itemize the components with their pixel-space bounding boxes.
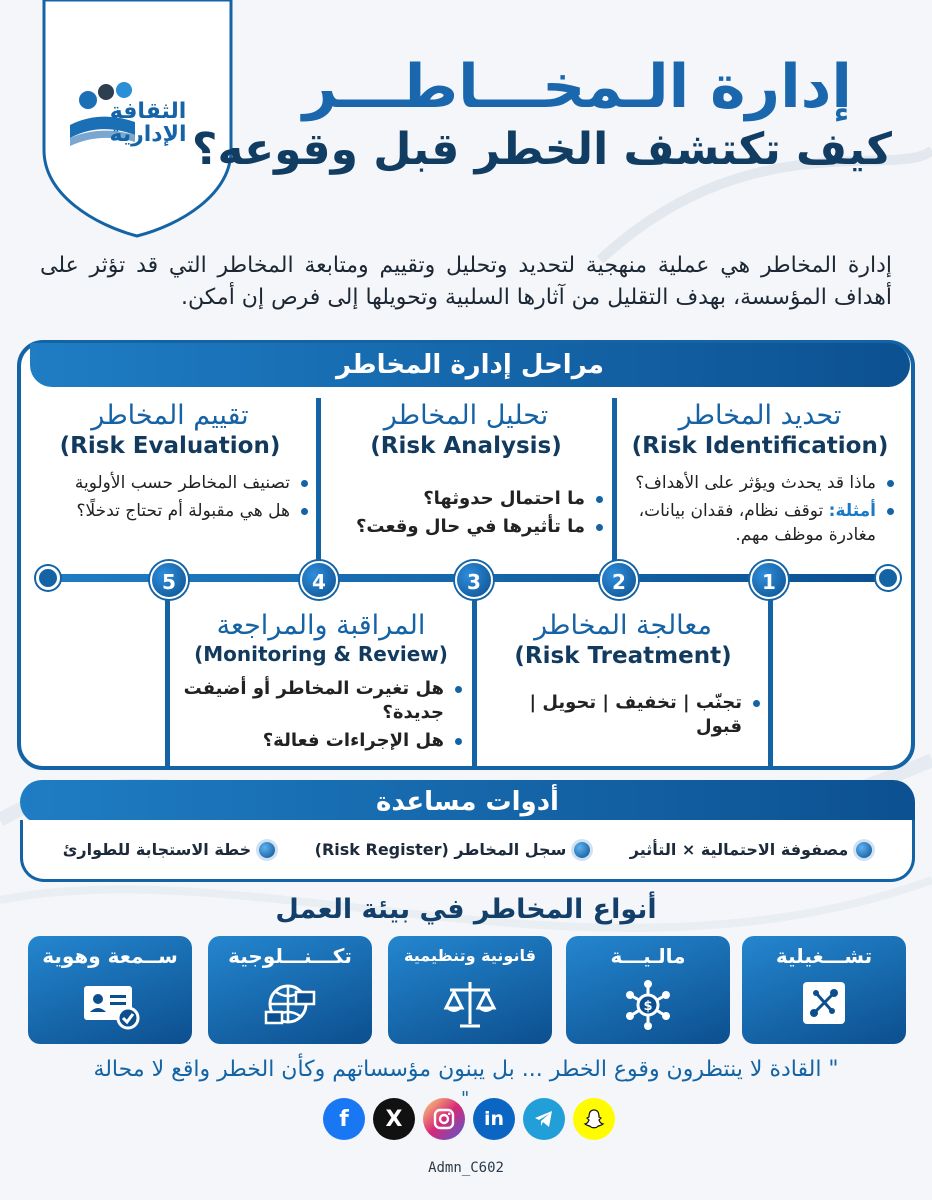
- linkedin-icon[interactable]: in: [473, 1098, 515, 1140]
- account-handle: Admn_C602: [428, 1160, 504, 1176]
- instagram-icon[interactable]: [423, 1098, 465, 1140]
- phase-bullet: هل هي مقبولة أم تحتاج تدخلًا؟: [28, 499, 312, 523]
- tool-item: [315, 840, 591, 859]
- phase-bullet: ماذا قد يحدث ويؤثر على الأهداف؟: [622, 471, 898, 495]
- divider: [612, 398, 617, 576]
- type-card-operational: [742, 936, 906, 1044]
- phase-risk-analysis: [325, 400, 607, 543]
- type-card-financial: [566, 936, 730, 1044]
- logo-line-2: الإدارية: [109, 122, 187, 148]
- type-card-reputation: [28, 936, 192, 1044]
- closing-quote: " القادة لا ينتظرون وقوع الخطر ... بل يبنون مؤسساتهم وكأن الخطر واقع لا محالة: [93, 1057, 839, 1082]
- phase-title-en: (Risk Identification): [631, 433, 889, 460]
- type-card-legal: [388, 936, 552, 1044]
- divider: [165, 580, 170, 766]
- id-card-icon: [80, 978, 140, 1032]
- type-card-technology: [208, 936, 372, 1044]
- logo-line-1: الثقافة: [109, 99, 187, 124]
- tool-label: خطة الاستجابة للطوارئ: [62, 840, 252, 859]
- facebook-icon[interactable]: f: [323, 1098, 365, 1140]
- phase-title-en: (Monitoring & Review): [194, 642, 448, 667]
- snapchat-icon[interactable]: [573, 1098, 615, 1140]
- phase-title: معالجة المخاطر: [534, 610, 712, 641]
- phase-title: تحديد المخاطر: [678, 400, 842, 431]
- bullet-dot-icon: [574, 842, 590, 858]
- phase-bullet: هل تغيرت المخاطر أو أضيفت جديدة؟: [176, 677, 466, 725]
- tool-item: [63, 840, 275, 859]
- phase-bullet: هل الإجراءات فعالة؟: [176, 729, 466, 753]
- logo-wordmark: [93, 100, 203, 146]
- phase-title-en: (Risk Analysis): [370, 433, 562, 460]
- phase-bullet: ما احتمال حدوثها؟: [325, 487, 607, 511]
- phase-risk-evaluation: [28, 400, 312, 527]
- page-title: إدارة الـمخـــاطـــر: [302, 52, 852, 122]
- phase-monitoring-review: [176, 610, 466, 757]
- tools-list: [20, 820, 915, 882]
- timeline-cap: [876, 566, 900, 590]
- tool-item: [630, 840, 872, 859]
- type-label: تكـــنـــلوجية: [228, 944, 352, 968]
- bullet-dot-icon: [856, 842, 872, 858]
- phase-title-en: (Risk Treatment): [514, 643, 732, 670]
- workflow-icon: [799, 978, 849, 1028]
- money-network-icon: [621, 978, 675, 1032]
- tool-label: مصفوفة الاحتمالية × التأثير: [629, 840, 849, 859]
- risk-types-title: أنواع المخاطر في بيئة العمل: [275, 894, 657, 925]
- intro-paragraph: إدارة المخاطر هي عملية منهجية لتحديد وتحليل وتقييم ومتابعة المخاطر التي قد تؤثر على أهداف المؤسسة، بهدف التقليل من آثارها السلبية وتحويلها إلى فرص إن أمكن.: [40, 253, 892, 310]
- phase-title: المراقبة والمراجعة: [216, 610, 426, 641]
- phase-title-en: (Risk Evaluation): [59, 433, 281, 460]
- bullet-dot-icon: [259, 842, 275, 858]
- scales-icon: [442, 978, 498, 1032]
- tool-label: سجل المخاطر (Risk Register): [314, 840, 567, 859]
- phases-banner: مراحل إدارة المخاطر: [30, 343, 910, 387]
- page-subtitle: كيف تكتشف الخطر قبل وقوعه؟: [191, 124, 892, 175]
- tools-banner: أدوات مساعدة: [20, 780, 915, 824]
- divider: [768, 580, 773, 766]
- phase-risk-identification: [622, 400, 898, 551]
- x-icon[interactable]: X: [373, 1098, 415, 1140]
- closing-quote-mark: ": [461, 1088, 470, 1109]
- phase-title: تحليل المخاطر: [383, 400, 549, 431]
- step-number-3: 3: [455, 561, 493, 599]
- divider: [316, 398, 321, 576]
- type-label: مالـيـــة: [610, 944, 686, 968]
- svg-text:$: $: [643, 999, 653, 1014]
- social-links: [323, 1098, 615, 1140]
- phase-risk-treatment: [482, 610, 764, 743]
- type-label: تشـــغيلية: [775, 944, 873, 968]
- phase-bullet: [622, 499, 898, 547]
- telegram-icon[interactable]: [523, 1098, 565, 1140]
- divider: [472, 580, 477, 766]
- examples-label: أمثلة:: [828, 501, 876, 522]
- examples-text: توقف نظام، فقدان بيانات، مغادرة موظف مهم.: [638, 501, 876, 546]
- phase-bullet: تصنيف المخاطر حسب الأولوية: [28, 471, 312, 495]
- phase-bullet: ما تأثيرها في حال وقعت؟: [325, 515, 607, 539]
- step-number-5: 5: [150, 561, 188, 599]
- step-number-4: 4: [300, 561, 338, 599]
- phase-bullet: تجنّب | تخفيف | تحويل | قبول: [482, 691, 764, 739]
- type-label: ســمعة وهوية: [42, 944, 178, 968]
- type-label: قانونية وتنظيمية: [404, 946, 536, 965]
- step-number-1: 1: [750, 561, 788, 599]
- timeline-cap: [36, 566, 60, 590]
- globe-devices-icon: [262, 978, 318, 1032]
- phase-title: تقييم المخاطر: [91, 400, 249, 431]
- step-number-2: 2: [600, 561, 638, 599]
